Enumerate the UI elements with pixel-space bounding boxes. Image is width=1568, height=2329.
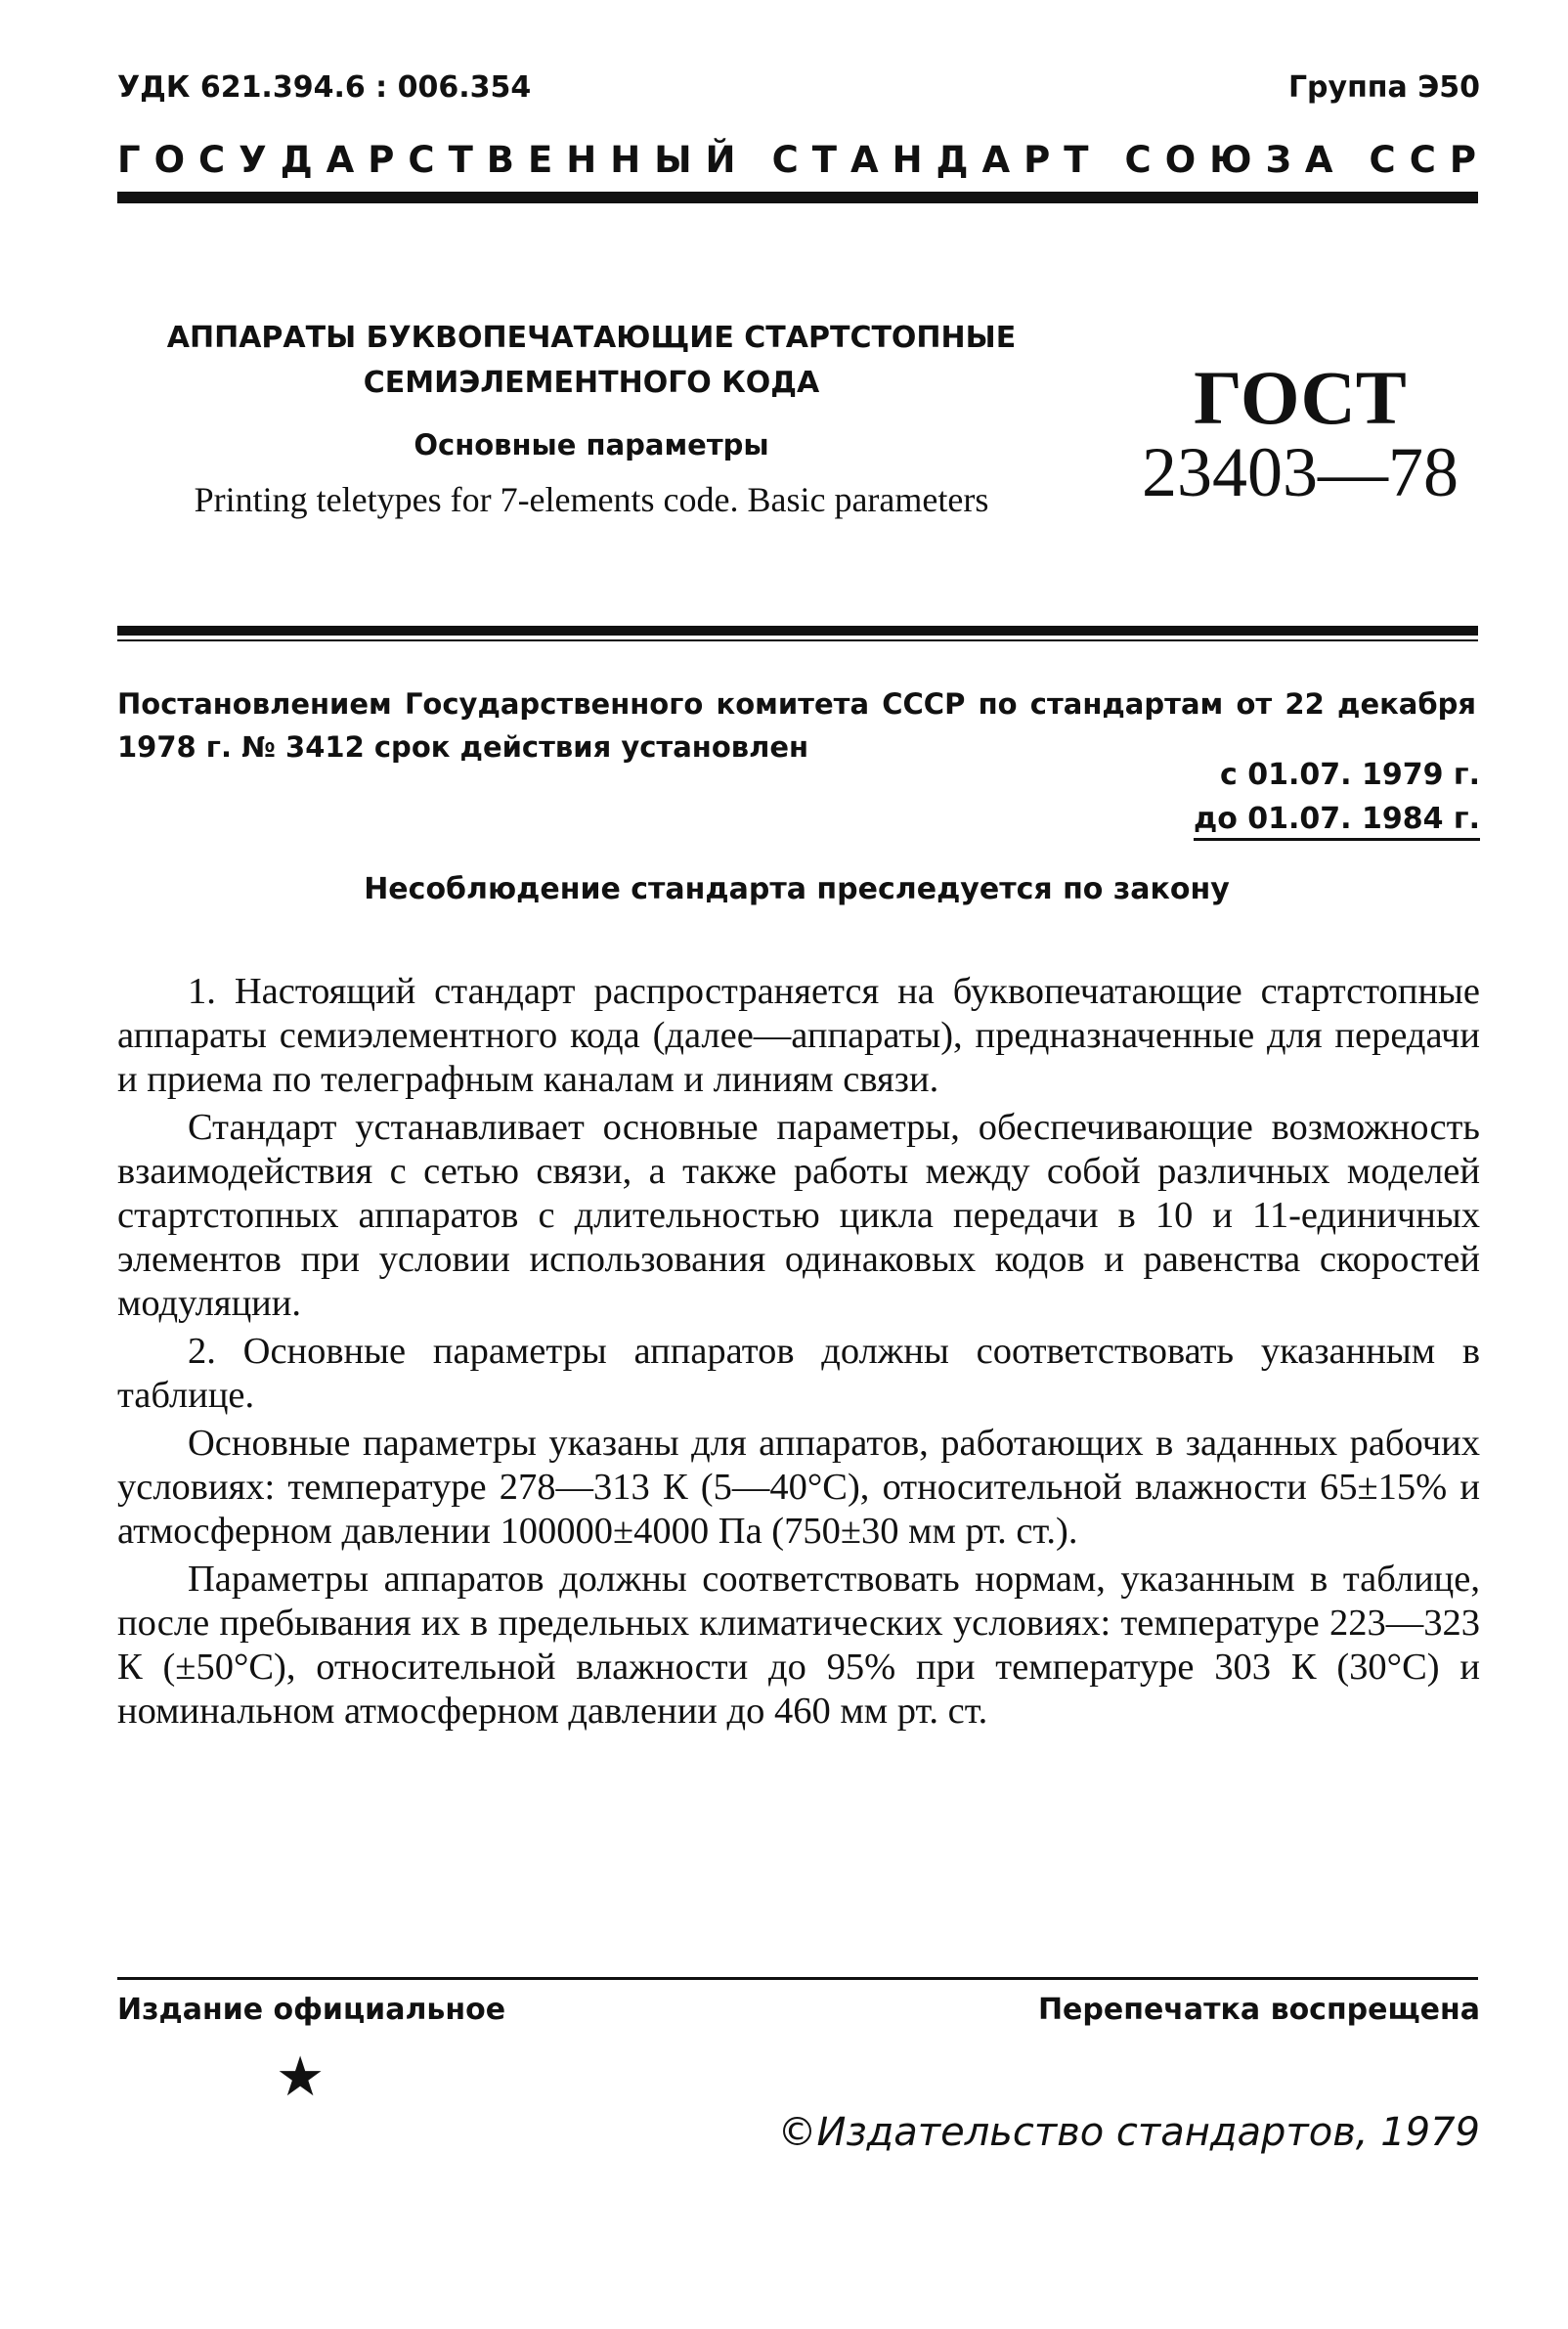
- title-rule-thick: [117, 626, 1478, 636]
- header-rule: [117, 192, 1478, 203]
- title-rule-thin: [117, 639, 1478, 641]
- title-line-2: СЕМИЭЛЕМЕНТНОГО КОДА: [363, 366, 820, 400]
- standard-heading: [117, 139, 1490, 181]
- standard-word-3: СОЮЗА: [1124, 139, 1347, 181]
- body-paragraph-1: 1. Настоящий стандарт распространяется на буквопечатающие стартстопные аппараты семиэлементного кода (далее—аппараты), предназначенные для передачи и приема по телеграфным каналам и линиям связи.: [117, 971, 1480, 1100]
- body-paragraph-5: Параметры аппаратов должны соответствовать нормам, указанным в таблице, после пребывания их в предельных климатических условиях: температуре 223—323 К (±50°С), относительной влажности до 95% при температуре 303 К (30°С) и номинальном атмосферном давлении до 460 мм рт. ст.: [117, 1559, 1480, 1732]
- copyright: ©Издательство стандартов, 1979: [777, 2110, 1480, 2155]
- footer-rule: [117, 1977, 1478, 1980]
- gost-label: ГОСТ: [1194, 355, 1407, 440]
- group-code: Группа Э50: [1287, 70, 1480, 105]
- subtitle: Основные параметры: [414, 428, 769, 461]
- reprint-prohibited-label: Перепечатка воспрещена: [1037, 1993, 1480, 2027]
- standard-word-1: ГОСУДАРСТВЕННЫЙ: [117, 139, 750, 181]
- date-to: до 01.07. 1984 г.: [1194, 802, 1480, 841]
- decree-text: Постановлением Государственного комитета СССР по стандартам от 22 декабря 1978 г. № 3412 срок действия установлен: [117, 687, 1476, 764]
- title-line-1: АППАРАТЫ БУКВОПЕЧАТАЮЩИЕ СТАРТСТОПНЫЕ: [166, 321, 1017, 355]
- standard-word-4: ССР: [1369, 139, 1490, 181]
- star-icon: ★: [276, 2045, 326, 2109]
- body-paragraph-4: Основные параметры указаны для аппаратов, работающих в заданных рабочих условиях: температуре 278—313 К (5—40°С), относительной влажности 65±15% и атмосферном давлении 100000±4000 Па (750±30 мм рт. ст.).: [117, 1423, 1480, 1552]
- body-paragraph-2: Стандарт устанавливает основные параметры, обеспечивающие возможность взаимодействия с сетью связи, а также работы между собой различных моделей стартстопных аппаратов с длительностью цикла передачи в 10 и 11-единичных элементов при условии использования одинаковых кодов и равенства скоростей модуляции.: [117, 1107, 1480, 1324]
- legal-warning: Несоблюдение стандарта преследуется по закону: [364, 872, 1230, 906]
- english-title: Printing teletypes for 7-elements code. Basic parameters: [194, 480, 989, 519]
- body-paragraph-3: 2. Основные параметры аппаратов должны соответствовать указанным в таблице.: [117, 1331, 1480, 1416]
- udk-code: УДК 621.394.6 : 006.354: [117, 70, 532, 105]
- body-text: [117, 970, 1480, 1737]
- date-from: с 01.07. 1979 г.: [1220, 758, 1480, 792]
- standard-word-2: СТАНДАРТ: [771, 139, 1103, 181]
- official-edition-label: Издание официальное: [117, 1993, 506, 2027]
- gost-number: 23403—78: [1142, 433, 1459, 511]
